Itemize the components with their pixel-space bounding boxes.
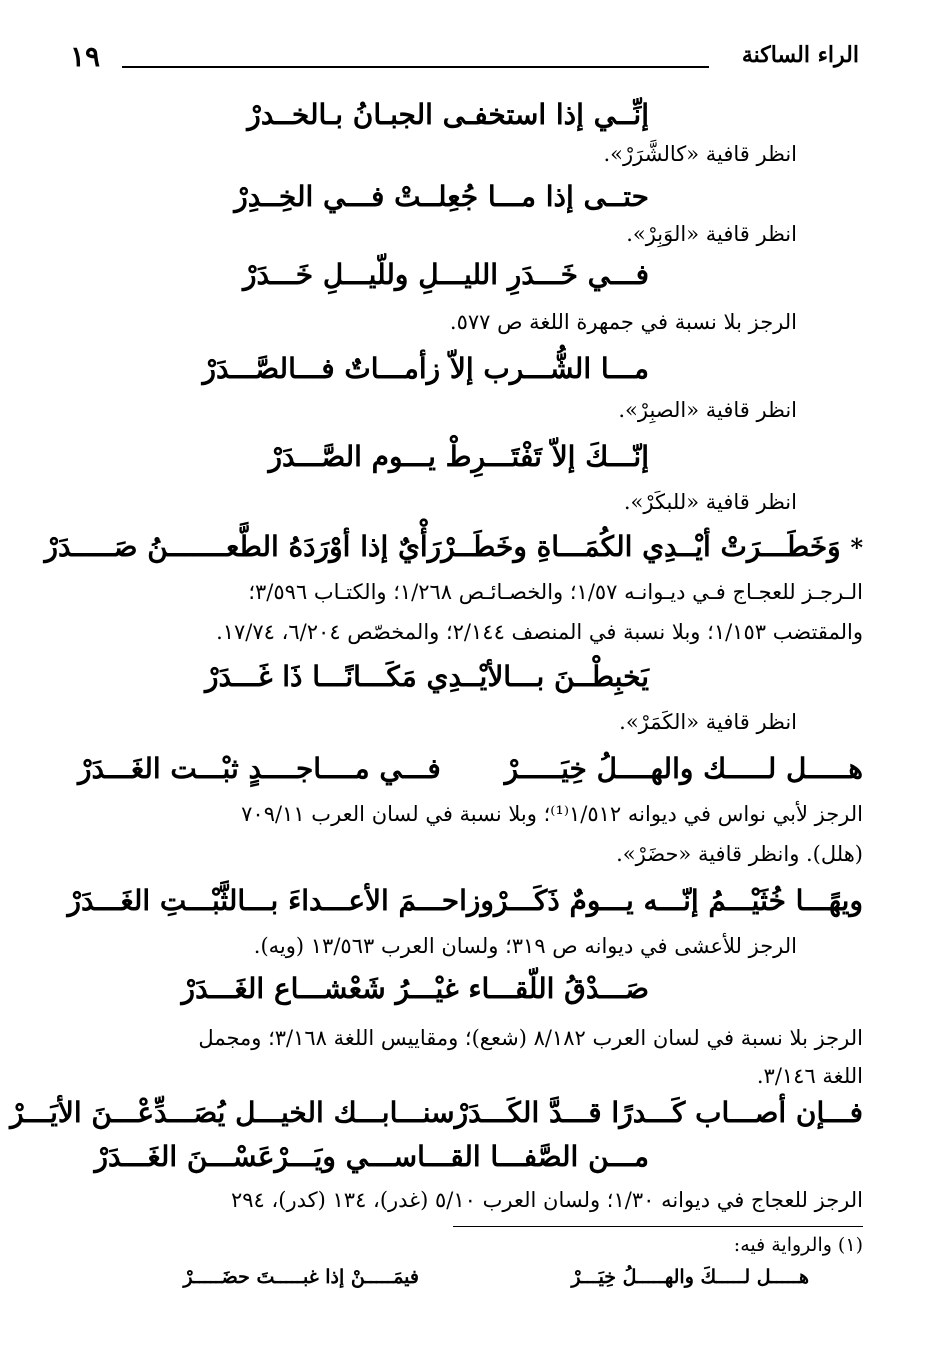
verse-note: الرجز بلا نسبة في جمهرة اللغة ص ٥٧٧. [449, 310, 797, 334]
verse-note: والمقتضب ١/١٥٣؛ وبلا نسبة في المنصف ٢/١٤٤؛ والمخصّص ٦/٢٠٤، ١٧/٧٤. [216, 620, 863, 644]
verse-line: صَـــدْقُ اللّقـــاء غيْـــرُ شَعْشـــاع الغَـــدَرْ [181, 972, 649, 1005]
entry-star-marker: * [850, 533, 863, 562]
footnote-rule [453, 1226, 863, 1227]
verse-line: حتــى إذا مـــا جُعِلــتْ فـــي الخِــدِرْ [234, 180, 649, 213]
verse-line: إنّـــكَ إلاّ تَفْتَـــرِطْ يـــوم الصَّـــدَرْ [268, 440, 649, 473]
verse-line: يَخبِطْــنَ بـــالأيْــدِي مَكَـــانًـــا ذَا غَـــدَرْ [205, 660, 649, 693]
verse-note: الـرجـز للعجـاج فـي ديـوانـه ١/٥٧؛ والخصـائـص ١/٢٦٨؛ والكتـاب ٣/٥٩٦؛ [248, 580, 863, 604]
running-title: الراء الساكنة [741, 42, 859, 68]
page-header [70, 40, 859, 80]
couplet-first-hemistich: فـــإن أصـــاب كَـــدرًا قـــدَّ الكَـــدَرْ [454, 1096, 863, 1129]
verse-note: الرجز للأعشى في ديوانه ص ٣١٩؛ ولسان العرب ١٣/٥٦٣ (ويه). [253, 934, 797, 958]
verse-note: الرجز للعجاج في ديوانه ١/٣٠؛ ولسان العرب ٥/١٠ (غدر)، ١٣٤ (كدر)، ٢٩٤ [230, 1188, 863, 1212]
verse-note: انظر قافية «الوَبِرْ». [626, 222, 797, 246]
couplet-first-hemistich [441, 530, 863, 563]
verse-line: مـــن الصَّفـــا القـــاســـي ويَـــرْعَسْـــنَ الغَـــدَرْ [94, 1140, 649, 1173]
footnote-hemistich: فيمَـــــنْ إذا غبـــــتَ حضَـــــرْ [183, 1266, 419, 1288]
verse-line: إنِّــي إذا استخفـى الجبـانُ بـالخــدرْ [247, 98, 649, 131]
verse-note: الرجز لأبي نواس في ديوانه ١/٥١٢⁽¹⁾؛ وبلا نسبة في لسان العرب ٧٠٩/١١ [241, 802, 863, 826]
couplet-line [78, 752, 863, 785]
couplet-second-hemistich: رَأْيٌ إذا أوْرَدَهُ الطَّعـــــــنُ صَـــــدَرْ [44, 530, 442, 563]
couplet-line [44, 530, 863, 563]
couplet-line [67, 884, 863, 917]
footnote-hemistich: هـــــل لـــــكَ والهـــــلُ خِيَـــرْ [571, 1266, 809, 1288]
verse-note: انظر قافية «الصبِرْ». [618, 398, 797, 422]
couplet-second-hemistich: وزاحـــمَ الأعـــداءَ بـــالثَّبْـــتِ الغَـــدَرْ [67, 884, 494, 917]
verse-note: انظر قافية «للبكَرْ». [623, 490, 797, 514]
verse-note: انظر قافية «كالشَّرَرْ». [603, 142, 797, 166]
verse-line: فـــي خَـــدَرِ الليـــلِ وللّيـــلِ خَـــدَرْ [242, 258, 649, 291]
verse-note: (هلل). وانظر قافية «حضَرْ». [616, 842, 863, 866]
verse-note: انظر قافية «الكَمَرْ». [619, 710, 797, 734]
verse-line: مـــا الشُّـــرب إلاّ زأمـــاتٌ فـــالصَّـــدَرْ [202, 352, 649, 385]
couplet-line [10, 1096, 863, 1129]
verse-note: اللغة ٣/١٤٦. [756, 1064, 863, 1088]
page-number: ١٩ [70, 40, 101, 73]
couplet-second-hemistich: فـــي مــــاجــــدٍ ثبْـــت الغَـــدَرْ [78, 752, 441, 785]
couplet-first-hemistich: هـــــل لـــــك والهــــلُ خِيَـــــرْ [504, 752, 863, 785]
header-rule [122, 66, 709, 68]
hemistich-text: وَخَطَـــرَتْ أيْــدِي الكُمَـــاةِ وخَطَــرْ [441, 530, 841, 563]
footnote-text: (١) والرواية فيه: [733, 1234, 863, 1256]
couplet-second-hemistich: سنـــابـــك الخيـــل يُصَـــدِّعْـــنَ الأيَـــرْ [10, 1096, 455, 1129]
couplet-first-hemistich: ويهًـــا خُثَيْـــمُ إنّـــه يـــومٌ ذَكَـــرْ [493, 884, 863, 917]
verse-note: الرجز بلا نسبة في لسان العرب ٨/١٨٢ (شعع)؛ ومقاييس اللغة ٣/١٦٨؛ ومجمل [198, 1026, 863, 1050]
